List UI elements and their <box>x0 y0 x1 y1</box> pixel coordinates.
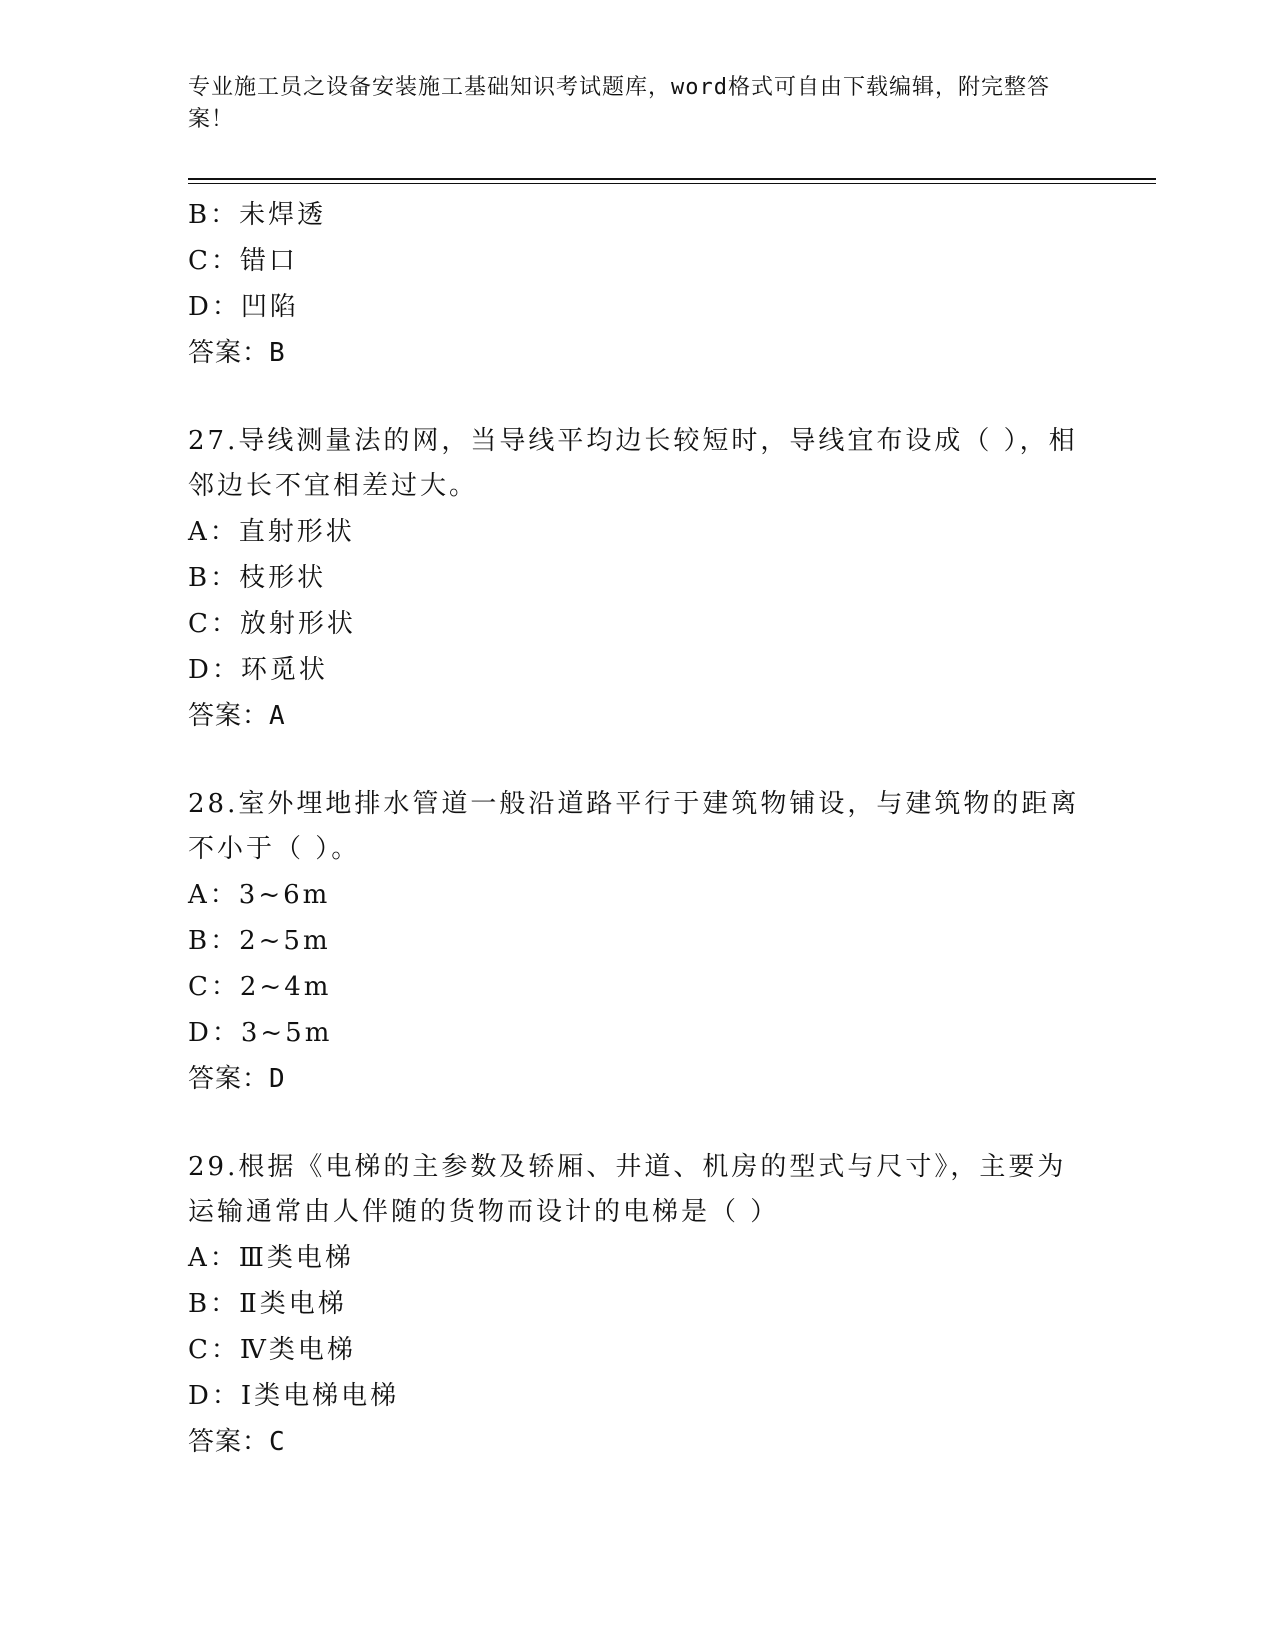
option-c: C：错口 <box>188 246 298 276</box>
header-intro-text: 专业施工员之设备安装施工基础知识考试题库，word格式可自由下载编辑，附完整答案！ <box>188 75 1050 132</box>
question-stem: 27.导线测量法的网，当导线平均边长较短时，导线宜布设成（ ），相邻边长不宜相差过大。 <box>188 426 1078 501</box>
header-divider-thick <box>188 178 1156 180</box>
option-c: C：放射形状 <box>188 609 356 639</box>
option-b: B：未焊透 <box>188 200 327 230</box>
question-stem: 28.室外埋地排水管道一般沿道路平行于建筑物铺设，与建筑物的距离不小于（ ）。 <box>188 789 1080 864</box>
option-c: C：Ⅳ类电梯 <box>188 1335 356 1365</box>
answer-line: 答案：D <box>188 1064 286 1094</box>
question-list <box>188 192 1088 1465</box>
option-b: B：Ⅱ类电梯 <box>188 1289 347 1319</box>
document-header <box>188 72 1088 136</box>
answer-line: 答案：C <box>188 1427 286 1457</box>
option-a: A：Ⅲ类电梯 <box>188 1243 354 1273</box>
answer-line: 答案：B <box>188 338 286 368</box>
header-divider-thin <box>188 183 1156 184</box>
option-d: D：环觅状 <box>188 655 328 685</box>
option-b: B：2~5m <box>188 926 331 956</box>
question-28 <box>188 782 1088 1102</box>
answer-line: 答案：A <box>188 701 286 731</box>
question-27 <box>188 419 1088 739</box>
option-d: D：Ⅰ类电梯电梯 <box>188 1381 400 1411</box>
option-c: C：2~4m <box>188 972 332 1002</box>
option-d: D：凹陷 <box>188 292 299 322</box>
option-a: A：直射形状 <box>188 517 355 547</box>
previous-question-tail <box>188 192 1088 376</box>
option-d: D：3~5m <box>188 1018 333 1048</box>
question-29 <box>188 1145 1088 1465</box>
option-b: B：枝形状 <box>188 563 327 593</box>
question-stem: 29.根据《电梯的主参数及轿厢、井道、机房的型式与尺寸》，主要为运输通常由人伴随的货物而设计的电梯是（ ） <box>188 1152 1067 1227</box>
option-a: A：3~6m <box>188 880 331 910</box>
